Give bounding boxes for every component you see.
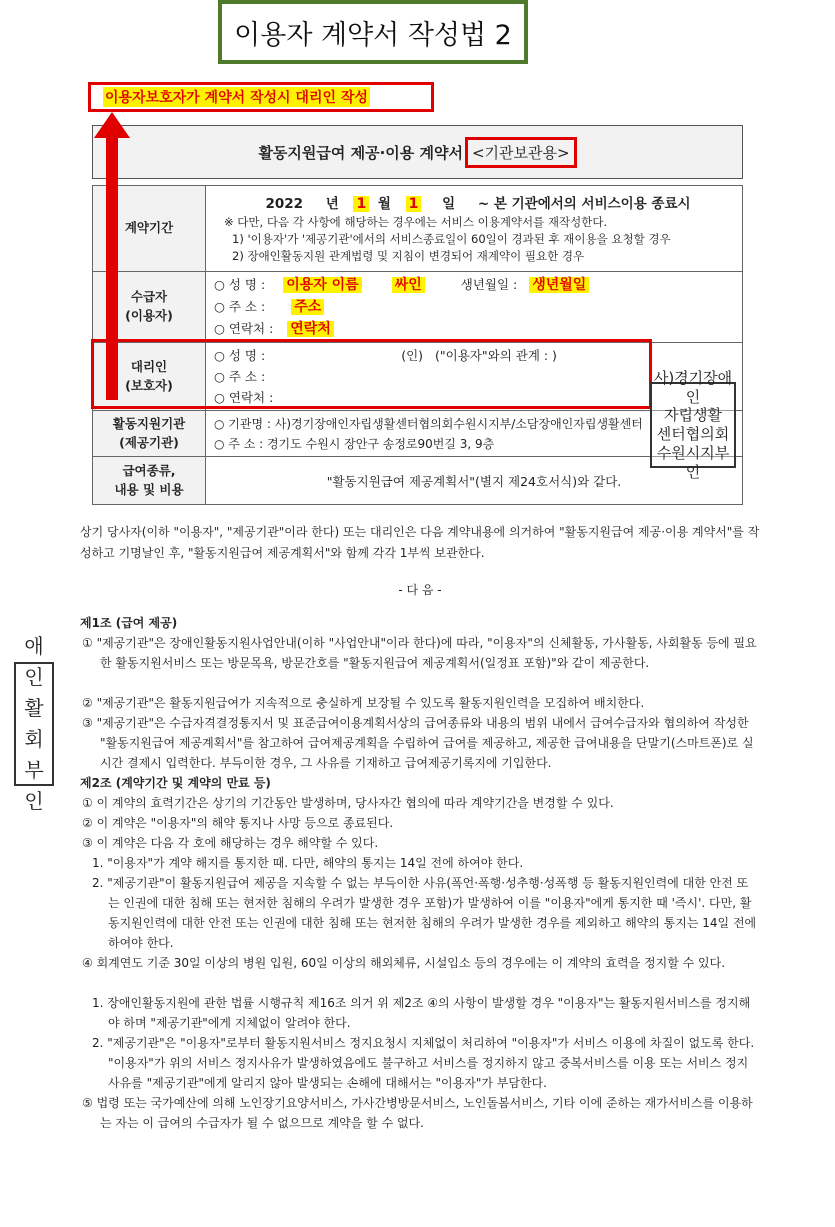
intro-paragraph: 상기 당사자(이하 "이용자", "제공기관"이라 한다) 또는 대리인은 다음 계약내용에 의거하여 "활동지원급여 제공·이용 계약서"를 작성하고 기명날인 후, "활동지원급여 제공계획서"와 함께 각각 1부씩 보관한다.	[80, 525, 760, 560]
recipient-sign-hint: 싸인	[392, 277, 425, 293]
period-month-unit: 월	[377, 196, 391, 212]
copy-label: <기관보관용>	[465, 137, 577, 168]
recipient-cell	[206, 272, 743, 343]
side-seal-stamp	[14, 634, 54, 813]
stamp-line-3: 센터협의회	[656, 425, 730, 443]
benefit-text: "활동지원급여 제공계획서"(별지 제24호서식)와 같다.	[206, 457, 743, 505]
seal-stamp	[650, 368, 736, 481]
period-year: 2022	[265, 196, 304, 212]
provider-label: 활동지원기관 (제공기관)	[93, 411, 206, 457]
arrow-head-icon	[94, 112, 130, 138]
provider-address: ○ 주 소 : 경기도 수원시 장안구 송정로90번길 3, 9층	[214, 436, 495, 451]
agent-label: 대리인 (보호자)	[93, 343, 206, 411]
stamp-line-2: 자립생활	[664, 406, 722, 425]
article-2-item-4-2: 2. "제공기관"은 "이용자"로부터 활동지원서비스 정지요청시 지체없이 처리하여 "이용자"가 서비스 이용에 차질이 없도록 한다. "이용자"가 위의 서비스 정지사유가 발생하였음에도 불구하고 서비스를 정지하지 않고 중복서비스를 이용 또는 서비스 정지사유를 "제공기관"에게 알리지 않아 발생되는 손해에 대해서는 "이용자"가 부담한다.	[92, 1036, 755, 1090]
article-1-item-2: ② "제공기관"은 활동지원급여가 지속적으로 충실하게 보장될 수 있도록 활동지원인력을 모집하여 배치한다.	[82, 696, 645, 710]
guardian-note	[88, 82, 434, 112]
stamp-line-4: 수원시지부인	[656, 443, 730, 481]
guardian-highlight-box	[91, 339, 652, 409]
contract-title-box	[92, 125, 743, 179]
contract-title: 활동지원급여 제공·이용 계약서	[258, 143, 463, 162]
article-2-item-3-2: 2. "제공기관"이 활동지원급여 제공을 지속할 수 없는 부득이한 사유(폭언·폭행·성추행·성폭행 등 활동지원인력에 대한 안전 또는 인권에 대한 침해 또는 현저한 침해의 우려가 발생한 경우 포함)가 발생하여 이를 "이용자"에게 통지한 때 '즉시'. 다만, 활동지원인력에 대한 안전 또는 인권에 대한 침해 또는 현저한 침해의 우려가 발생한 경우를 제외하고 해약의 통지는 14일 전에 하여야 한다.	[92, 876, 757, 950]
recipient-name-label: ○ 성 명 :	[214, 277, 266, 292]
period-row	[93, 186, 743, 272]
period-day: 1	[406, 196, 422, 212]
period-item-2: 2) 장애인활동지원 관계법령 및 지침이 변경되어 재계약이 필요한 경우	[232, 249, 585, 263]
recipient-label: 수급자 (이용자)	[93, 272, 206, 343]
guide-title	[218, 0, 528, 64]
stamp-line-1: 사)경기장애인	[653, 368, 733, 406]
arrow-up-icon	[106, 136, 118, 400]
article-1-item-1: ① "제공기관"은 장애인활동지원사업안내(이하 "사업안내"이라 한다)에 따라, "이용자"의 신체활동, 가사활동, 사회활동 등에 필요한 활동지원서비스 또는 방문목욕, 방문간호를 "활동지원급여 제공계획서(일정표 포함)"와 같이 제공한다.	[82, 636, 757, 670]
side-stamp-line-2: 활	[24, 696, 44, 720]
recipient-name-hint: 이용자 이름	[283, 277, 362, 293]
benefit-row	[93, 457, 743, 505]
article-2-title: 제2조 (계약기간 및 계약의 만료 등)	[80, 776, 271, 790]
agent-seal: (인)	[401, 348, 424, 363]
period-year-unit: 년	[325, 196, 339, 212]
period-note: ※ 다만, 다음 각 사항에 해당하는 경우에는 서비스 이용계약서를 재작성한다.	[224, 215, 608, 229]
divider-text: - 다 음 -	[398, 583, 442, 597]
provider-row	[93, 411, 743, 457]
provider-org: ○ 기관명 : 사)경기장애인자립생활센터협의회수원시지부/소담장애인자립생활센터	[214, 416, 643, 431]
period-month: 1	[353, 196, 369, 212]
recipient-contact-hint: 연락처	[287, 321, 334, 337]
guide-title-text: 이용자 계약서 작성법 2	[234, 19, 512, 51]
period-label: 계약기간	[93, 186, 206, 272]
agent-contact-label: ○ 연락처 :	[214, 390, 274, 405]
period-item-1: 1) '이용자'가 '제공기관'에서의 서비스종료일이 60일이 경과된 후 재이용을 요청할 경우	[232, 232, 671, 246]
benefit-label: 급여종류, 내용 및 비용	[93, 457, 206, 505]
side-stamp-line-3: 회	[24, 727, 44, 751]
side-stamp-line-1: 애인	[24, 634, 44, 689]
article-2-item-1: ① 이 계약의 효력기간은 상기의 기간동안 발생하며, 당사자간 협의에 따라 계약기간을 변경할 수 있다.	[82, 796, 614, 810]
article-2-item-5: ⑤ 법령 또는 국가예산에 의해 노인장기요양서비스, 가사간병방문서비스, 노인돌봄서비스, 기타 이에 준하는 재가서비스를 이용하는 자는 이 급여의 수급자가 될 수 없으므로 계약을 할 수 없다.	[82, 1096, 753, 1130]
agent-name-label: ○ 성 명 :	[214, 348, 266, 363]
side-stamp-line-4: 부인	[24, 758, 44, 813]
period-tail: ~ 본 기관에서의 서비스이용 종료시	[477, 196, 691, 212]
recipient-birth-hint: 생년월일	[529, 277, 589, 293]
agent-relation: ("이용자"와의 관계 : )	[435, 348, 557, 363]
article-2-item-3-1: 1. "이용자"가 계약 해지를 통지한 때. 다만, 해약의 통지는 14일 전에 하여야 한다.	[92, 856, 524, 870]
article-2-item-4: ④ 회계연도 기준 30일 이상의 병원 입원, 60일 이상의 해외체류, 시설입소 등의 경우에는 이 계약의 효력을 정지할 수 있다.	[82, 956, 726, 970]
guardian-note-text: 이용자보호자가 계약서 작성시 대리인 작성	[103, 87, 370, 107]
period-day-unit: 일	[442, 196, 456, 212]
recipient-row	[93, 272, 743, 343]
article-1-item-3: ③ "제공기관"은 수급자격결정통지서 및 표준급여이용계획서상의 급여종류와 내용의 범위 내에서 급여수급자와 협의하여 작성한 "활동지원급여 제공계획서"를 참고하여 급여제공계획을 수립하여 급여를 제공하고, 제공한 급여내용을 단말기(스마트폰)로 실시간 결제시 입력한다. 부득이한 경우, 그 사유를 기재하고 급여제공기록지에 기입한다.	[82, 716, 754, 770]
recipient-address-label: ○ 주 소 :	[214, 299, 266, 314]
recipient-birth-label: 생년월일 :	[460, 277, 518, 292]
agent-address-label: ○ 주 소 :	[214, 369, 266, 384]
article-2-item-3: ③ 이 계약은 다음 각 호에 해당하는 경우 해약할 수 있다.	[82, 836, 379, 850]
article-1-title: 제1조 (급여 제공)	[80, 616, 178, 630]
recipient-contact-label: ○ 연락처 :	[214, 321, 274, 336]
article-2-item-2: ② 이 계약은 "이용자"의 해약 통지나 사망 등으로 종료된다.	[82, 816, 394, 830]
recipient-address-hint: 주소	[291, 299, 324, 315]
period-cell	[206, 186, 743, 272]
article-2-item-4-1: 1. 장애인활동지원에 관한 법률 시행규칙 제16조 의거 위 제2조 ④의 사항이 발생할 경우 "이용자"는 활동지원서비스를 정지해야 하며 "제공기관"에게 지체없이 알려야 한다.	[92, 996, 751, 1030]
